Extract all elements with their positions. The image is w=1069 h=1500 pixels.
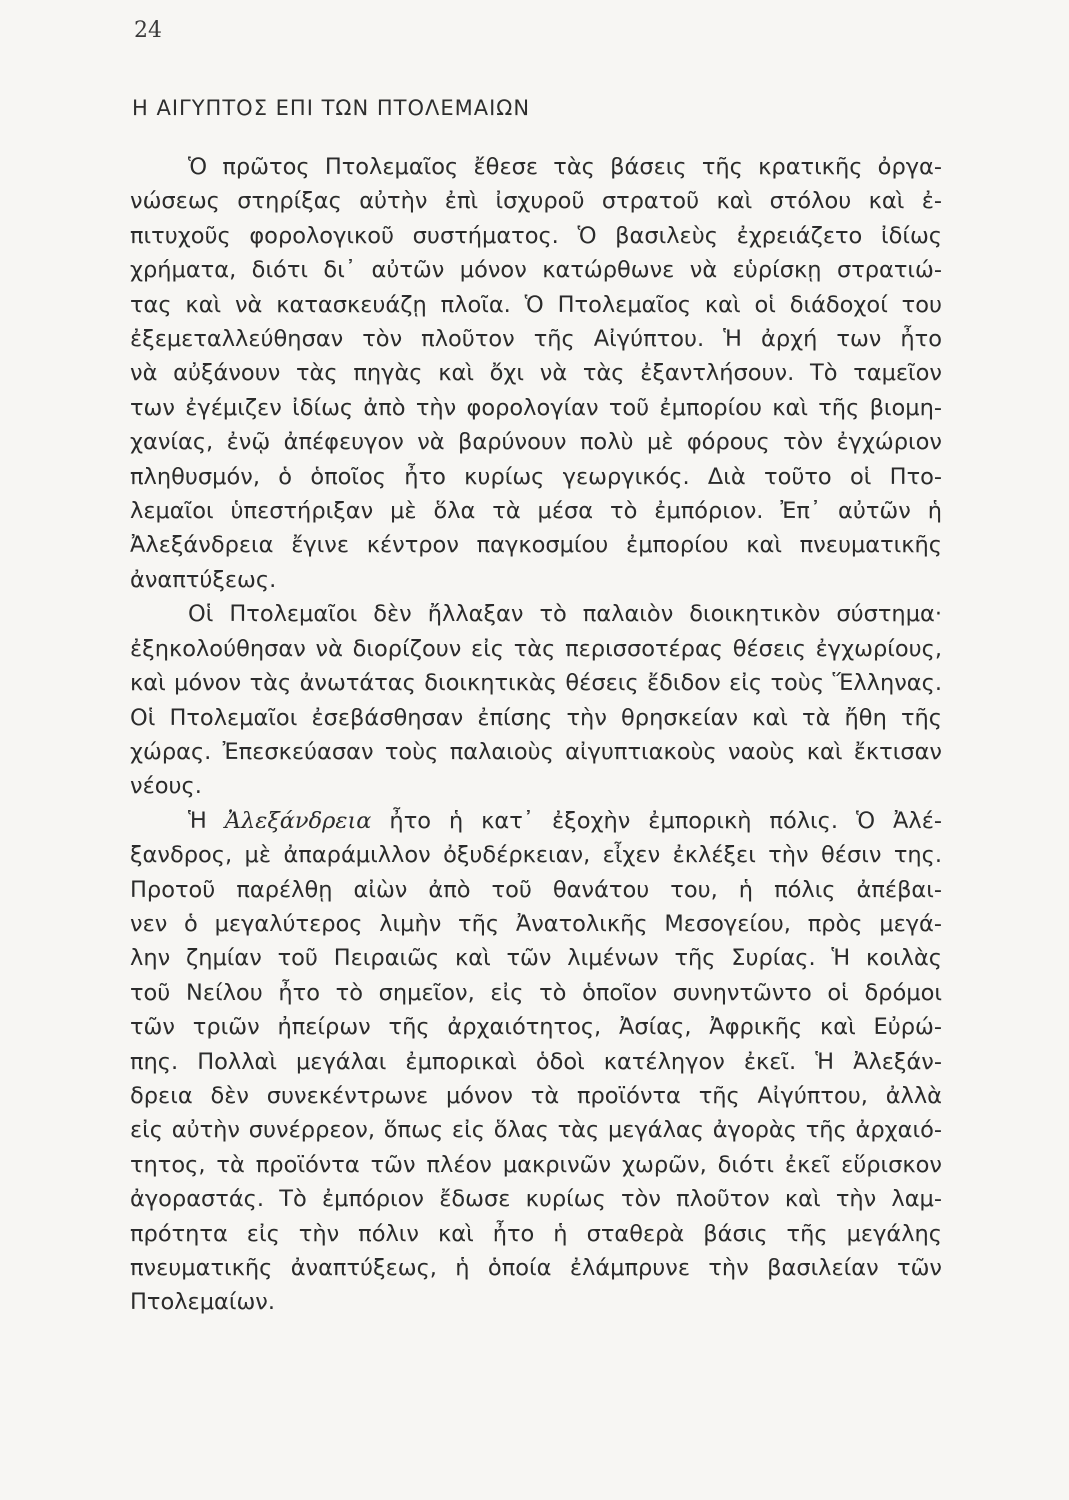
text-line: τας καὶ νὰ κατασκευάζῃ πλοῖα. Ὁ Πτολεμαῖος καὶ οἱ διάδοχοί του [130, 291, 942, 318]
text-line: τῶν τριῶν ἠπείρων τῆς ἀρχαιότητος, Ἀσίας, Ἀφρικῆς καὶ Εὐρώ- [130, 1014, 942, 1041]
text-line: τοῦ Νείλου ἦτο τὸ σημεῖον, εἰς τὸ ὁποῖον συνηντῶντο οἱ δρόμοι [130, 979, 942, 1006]
text-line: ἀγοραστάς. Τὸ ἐμπόριον ἔδωσε κυρίως τὸν πλοῦτον καὶ τὴν λαμ- [130, 1186, 942, 1213]
text-line: Πτολεμαίων. [130, 1289, 276, 1316]
paragraph-1 [130, 150, 942, 597]
lead-article: Ἡ [188, 807, 225, 834]
text-line: Ἀλεξάνδρεια ἔγινε κέντρον παγκοσμίου ἐμπορίου καὶ πνευματικῆς [130, 532, 942, 559]
text-line: Οἱ Πτολεμαῖοι δὲν ἤλλαξαν τὸ παλαιὸν διοικητικὸν σύστημα· [188, 601, 942, 628]
paragraph-3 [130, 804, 942, 1320]
lead-rest: ἦτο ἡ κατ᾽ ἐξοχὴν ἐμπορικὴ πόλις. Ὁ Ἀλέ- [371, 807, 942, 834]
text-line: νεν ὁ μεγαλύτερος λιμὴν τῆς Ἀνατολικῆς Μεσογείου, πρὸς μεγά- [130, 910, 942, 937]
text-line: Προτοῦ παρέλθῃ αἰὼν ἀπὸ τοῦ θανάτου του, ἡ πόλις ἀπέβαι- [130, 876, 942, 903]
text-line: πνευματικῆς ἀναπτύξεως, ἡ ὁποία ἐλάμπρυνε τὴν βασιλείαν τῶν [130, 1255, 942, 1281]
text-line: Ὁ πρῶτος Πτολεμαῖος ἔθεσε τὰς βάσεις τῆς κρατικῆς ὀργα- [188, 154, 942, 180]
body-text [130, 150, 942, 1320]
page-number: 24 [134, 18, 162, 43]
text-line: ἐξεμεταλλεύθησαν τὸν πλοῦτον τῆς Αἰγύπτου. Ἡ ἀρχή των ἦτο [130, 326, 942, 353]
text-line: πιτυχοῦς φορολογικοῦ συστήματος. Ὁ βασιλεὺς ἐχρειάζετο ἰδίως [130, 222, 942, 249]
text-line: νέους. [130, 773, 202, 800]
text-line: νὰ αὐξάνουν τὰς πηγὰς καὶ ὄχι νὰ τὰς ἐξαντλήσουν. Τὸ ταμεῖον [130, 360, 942, 387]
chapter-title: Η ΑΙΓΥΠΤΟΣ ΕΠΙ ΤΩΝ ΠΤΟΛΕΜΑΙΩΝ [132, 96, 531, 120]
text-line: χρήματα, διότι δι᾽ αὐτῶν μόνον κατώρθωνε νὰ εὑρίσκῃ στρατιώ- [130, 257, 942, 284]
text-line: Οἱ Πτολεμαῖοι ἐσεβάσθησαν ἐπίσης τὴν θρησκείαν καὶ τὰ ἤθη τῆς [130, 704, 942, 731]
text-line: ἐξηκολούθησαν νὰ διορίζουν εἰς τὰς περισσοτέρας θέσεις ἐγχωρίους, [130, 635, 942, 662]
text-line: των ἐγέμιζεν ἰδίως ἀπὸ τὴν φορολογίαν τοῦ ἐμπορίου καὶ τῆς βιομη- [130, 394, 942, 421]
text-line: λεμαῖοι ὑπεστήριξαν μὲ ὅλα τὰ μέσα τὸ ἐμπόριον. Ἐπ᾽ αὐτῶν ἡ [130, 498, 942, 525]
text-line: ξανδρος, μὲ ἀπαράμιλλον ὀξυδέρκειαν, εἶχεν ἐκλέξει τὴν θέσιν της. [130, 842, 942, 869]
paragraph-2 [130, 597, 942, 803]
text-line: χανίας, ἐνῷ ἀπέφευγον νὰ βαρύνουν πολὺ μὲ φόρους τὸν ἐγχώριον [130, 429, 942, 456]
text-line: χώρας. Ἐπεσκεύασαν τοὺς παλαιοὺς αἰγυπτιακοὺς ναοὺς καὶ ἔκτισαν [130, 738, 942, 765]
text-line: πληθυσμόν, ὁ ὁποῖος ἦτο κυρίως γεωργικός. Διὰ τοῦτο οἱ Πτο- [130, 463, 942, 490]
text-line: καὶ μόνον τὰς ἀνωτάτας διοικητικὰς θέσεις ἔδιδον εἰς τοὺς Ἕλληνας. [130, 670, 942, 697]
text-line: πης. Πολλαὶ μεγάλαι ἐμπορικαὶ ὁδοὶ κατέληγον ἐκεῖ. Ἡ Ἀλεξάν- [130, 1048, 942, 1075]
text-line: λην ζημίαν τοῦ Πειραιῶς καὶ τῶν λιμένων τῆς Συρίας. Ἡ κοιλὰς [130, 945, 942, 972]
text-line: δρεια δὲν συνεκέντρωνε μόνον τὰ προϊόντα τῆς Αἰγύπτου, ἀλλὰ [130, 1082, 942, 1109]
text-line: πρότητα εἰς τὴν πόλιν καὶ ἦτο ἡ σταθερὰ βάσις τῆς μεγάλης [130, 1220, 942, 1247]
text-line: τητος, τὰ προϊόντα τῶν πλέον μακρινῶν χωρῶν, διότι ἐκεῖ εὕρισκον [130, 1151, 942, 1178]
text-line: εἰς αὐτὴν συνέρρεον, ὅπως εἰς ὅλας τὰς μεγάλας ἀγορὰς τῆς ἀρχαιό- [130, 1117, 942, 1144]
text-line-lead [130, 804, 942, 838]
text-line: νώσεως στηρίξας αὐτὴν ἐπὶ ἰσχυροῦ στρατοῦ καὶ στόλου καὶ ἐ- [130, 188, 942, 215]
emphasis-alexandria: Ἀλεξάνδρεια [224, 807, 372, 834]
text-line: ἀναπτύξεως. [130, 566, 277, 593]
